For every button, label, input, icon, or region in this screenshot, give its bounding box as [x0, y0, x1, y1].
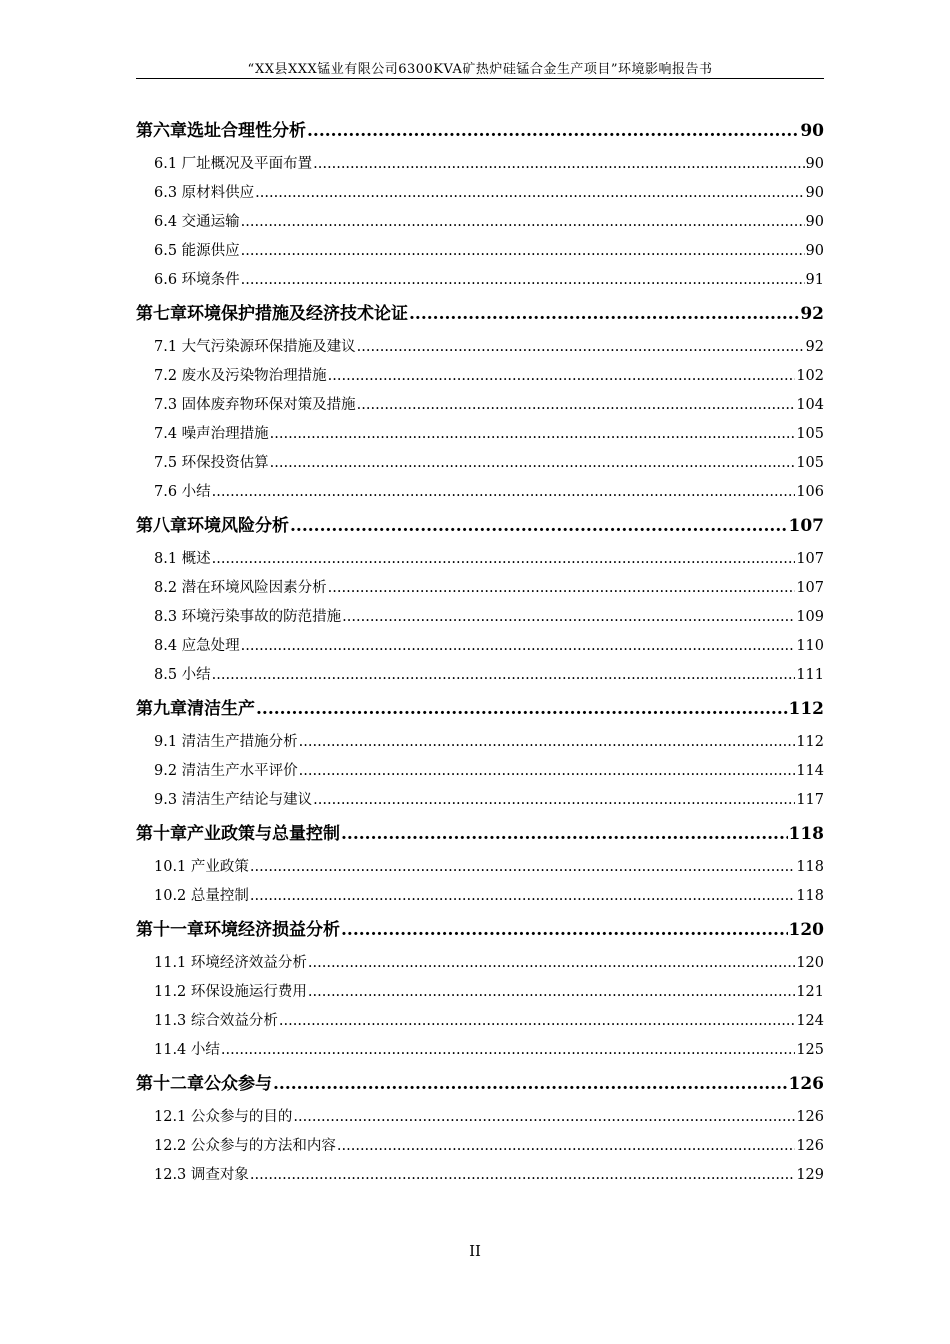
dot-leader: [212, 661, 796, 690]
entry-title: 6.5 能源供应: [154, 243, 240, 259]
entry-page-number: 118: [796, 888, 824, 904]
entry-title: 11.2 环保设施运行费用: [154, 984, 307, 1000]
dot-leader: [341, 815, 788, 853]
entry-page-number: 92: [805, 339, 824, 355]
toc-entry-link[interactable]: [136, 362, 824, 391]
chapter-page-number: 92: [800, 304, 824, 324]
dot-leader: [279, 1007, 795, 1036]
dot-leader: [328, 362, 796, 391]
chapter-page-number: 118: [788, 824, 824, 844]
entry-page-number: 107: [796, 551, 824, 567]
dot-leader: [270, 420, 796, 449]
toc-chapter-link[interactable]: [136, 911, 824, 949]
dot-leader: [299, 728, 796, 757]
entry-title: 9.3 清洁生产结论与建议: [154, 792, 313, 808]
chapter-number: 第十章: [136, 824, 187, 844]
dot-leader: [299, 757, 796, 786]
entry-title: 11.4 小结: [154, 1042, 220, 1058]
entry-page-number: 91: [805, 272, 824, 288]
header-rule: [136, 78, 824, 79]
entry-title: 6.6 环境条件: [154, 272, 240, 288]
dot-leader: [313, 786, 795, 815]
entry-page-number: 111: [796, 667, 824, 683]
chapter-title: 环境风险分析: [187, 516, 289, 536]
dot-leader: [328, 574, 796, 603]
entry-title: 12.1 公众参与的目的: [154, 1109, 293, 1125]
dot-leader: [293, 1103, 795, 1132]
toc-chapter-link[interactable]: [136, 815, 824, 853]
entry-title: 8.5 小结: [154, 667, 211, 683]
entry-page-number: 110: [796, 638, 824, 654]
entry-page-number: 126: [796, 1138, 824, 1154]
entry-page-number: 112: [796, 734, 824, 750]
entry-title: 10.1 产业政策: [154, 859, 249, 875]
chapter-number: 第七章: [136, 304, 187, 324]
entry-page-number: 102: [796, 368, 824, 384]
entry-page-number: 121: [796, 984, 824, 1000]
toc-entry-link[interactable]: [136, 728, 824, 757]
chapter-page-number: 126: [788, 1074, 824, 1094]
toc-entry-link[interactable]: [136, 420, 824, 449]
entry-title: 7.1 大气污染源环保措施及建议: [154, 339, 356, 355]
entry-page-number: 90: [805, 214, 824, 230]
entry-page-number: 125: [796, 1042, 824, 1058]
dot-leader: [290, 507, 788, 545]
dot-leader: [342, 603, 795, 632]
chapter-page-number: 107: [788, 516, 824, 536]
chapter-page-number: 120: [788, 920, 824, 940]
toc-entry-link[interactable]: [136, 978, 824, 1007]
dot-leader: [307, 112, 799, 150]
dot-leader: [313, 150, 804, 179]
chapter-title: 公众参与: [204, 1074, 272, 1094]
entry-page-number: 117: [796, 792, 824, 808]
entry-title: 7.4 噪声治理措施: [154, 426, 269, 442]
entry-page-number: 90: [805, 156, 824, 172]
toc-entry-link[interactable]: [136, 1007, 824, 1036]
toc-entry-link[interactable]: [136, 237, 824, 266]
chapter-number: 第八章: [136, 516, 187, 536]
chapter-number: 第六章: [136, 121, 187, 141]
entry-title: 9.1 清洁生产措施分析: [154, 734, 298, 750]
dot-leader: [241, 237, 805, 266]
entry-page-number: 118: [796, 859, 824, 875]
toc-chapter-link[interactable]: [136, 112, 824, 150]
chapter-page-number: 90: [800, 121, 824, 141]
chapter-title: 环境经济损益分析: [204, 920, 340, 940]
toc-entry-link[interactable]: [136, 266, 824, 295]
toc-entry-link[interactable]: [136, 949, 824, 978]
entry-title: 12.2 公众参与的方法和内容: [154, 1138, 336, 1154]
page-number: II: [469, 1242, 481, 1260]
dot-leader: [270, 449, 796, 478]
dot-leader: [250, 882, 795, 911]
document-header: “XX县XXX锰业有限公司6300KVA矿热炉硅锰合金生产项目”环境影响报告书: [247, 62, 713, 77]
entry-page-number: 106: [796, 484, 824, 500]
dot-leader: [341, 911, 788, 949]
toc-entry-link[interactable]: [136, 208, 824, 237]
entry-title: 9.2 清洁生产水平评价: [154, 763, 298, 779]
entry-title: 7.2 废水及污染物治理措施: [154, 368, 327, 384]
entry-title: 7.6 小结: [154, 484, 211, 500]
dot-leader: [250, 853, 795, 882]
chapter-page-number: 112: [788, 699, 824, 719]
toc-entry-link[interactable]: [136, 1132, 824, 1161]
chapter-title: 清洁生产: [187, 699, 255, 719]
dot-leader: [241, 208, 805, 237]
entry-title: 8.1 概述: [154, 551, 211, 567]
entry-title: 8.3 环境污染事故的防范措施: [154, 609, 342, 625]
entry-page-number: 126: [796, 1109, 824, 1125]
entry-title: 7.3 固体废弃物环保对策及措施: [154, 397, 356, 413]
entry-title: 12.3 调查对象: [154, 1167, 249, 1183]
dot-leader: [357, 333, 805, 362]
entry-title: 10.2 总量控制: [154, 888, 249, 904]
toc-chapter-link[interactable]: [136, 690, 824, 728]
entry-title: 11.1 环境经济效益分析: [154, 955, 307, 971]
toc-chapter-link[interactable]: [136, 507, 824, 545]
entry-title: 11.3 综合效益分析: [154, 1013, 278, 1029]
dot-leader: [337, 1132, 795, 1161]
entry-title: 8.4 应急处理: [154, 638, 240, 654]
entry-page-number: 90: [805, 185, 824, 201]
dot-leader: [273, 1065, 788, 1103]
dot-leader: [212, 478, 796, 507]
dot-leader: [256, 690, 788, 728]
entry-page-number: 124: [796, 1013, 824, 1029]
dot-leader: [241, 266, 805, 295]
entry-title: 6.3 原材料供应: [154, 185, 255, 201]
dot-leader: [308, 949, 795, 978]
toc-entry-link[interactable]: [136, 757, 824, 786]
toc-entry-link[interactable]: [136, 150, 824, 179]
dot-leader: [212, 545, 796, 574]
toc-entry-link[interactable]: [136, 661, 824, 690]
toc-entry-link[interactable]: [136, 1161, 824, 1190]
entry-page-number: 104: [796, 397, 824, 413]
entry-page-number: 107: [796, 580, 824, 596]
toc-entry-link[interactable]: [136, 478, 824, 507]
entry-page-number: 105: [796, 455, 824, 471]
entry-title: 7.5 环保投资估算: [154, 455, 269, 471]
toc-entry-link[interactable]: [136, 179, 824, 208]
chapter-number: 第十二章: [136, 1074, 204, 1094]
entry-page-number: 114: [796, 763, 824, 779]
chapter-title: 选址合理性分析: [187, 121, 306, 141]
entry-title: 8.2 潜在环境风险因素分析: [154, 580, 327, 596]
entry-page-number: 90: [805, 243, 824, 259]
dot-leader: [221, 1036, 795, 1065]
entry-title: 6.4 交通运输: [154, 214, 240, 230]
chapter-number: 第九章: [136, 699, 187, 719]
chapter-title: 产业政策与总量控制: [187, 824, 340, 844]
toc-entry-link[interactable]: [136, 853, 824, 882]
entry-page-number: 109: [796, 609, 824, 625]
toc-entry-link[interactable]: [136, 786, 824, 815]
dot-leader: [357, 391, 796, 420]
entry-page-number: 105: [796, 426, 824, 442]
toc-entry-link[interactable]: [136, 882, 824, 911]
chapter-title: 环境保护措施及经济技术论证: [187, 304, 408, 324]
toc-entry-link[interactable]: [136, 391, 824, 420]
table-of-contents: [136, 112, 824, 1190]
toc-entry-link[interactable]: [136, 603, 824, 632]
entry-title: 6.1 厂址概况及平面布置: [154, 156, 313, 172]
toc-entry-link[interactable]: [136, 333, 824, 362]
entry-page-number: 120: [796, 955, 824, 971]
dot-leader: [255, 179, 804, 208]
dot-leader: [308, 978, 795, 1007]
toc-entry-link[interactable]: [136, 1036, 824, 1065]
toc-entry-link[interactable]: [136, 1103, 824, 1132]
dot-leader: [241, 632, 796, 661]
toc-entry-link[interactable]: [136, 449, 824, 478]
entry-page-number: 129: [796, 1167, 824, 1183]
toc-entry-link[interactable]: [136, 632, 824, 661]
chapter-number: 第十一章: [136, 920, 204, 940]
toc-chapter-link[interactable]: [136, 295, 824, 333]
dot-leader: [409, 295, 799, 333]
toc-chapter-link[interactable]: [136, 1065, 824, 1103]
toc-entry-link[interactable]: [136, 574, 824, 603]
toc-entry-link[interactable]: [136, 545, 824, 574]
dot-leader: [250, 1161, 795, 1190]
